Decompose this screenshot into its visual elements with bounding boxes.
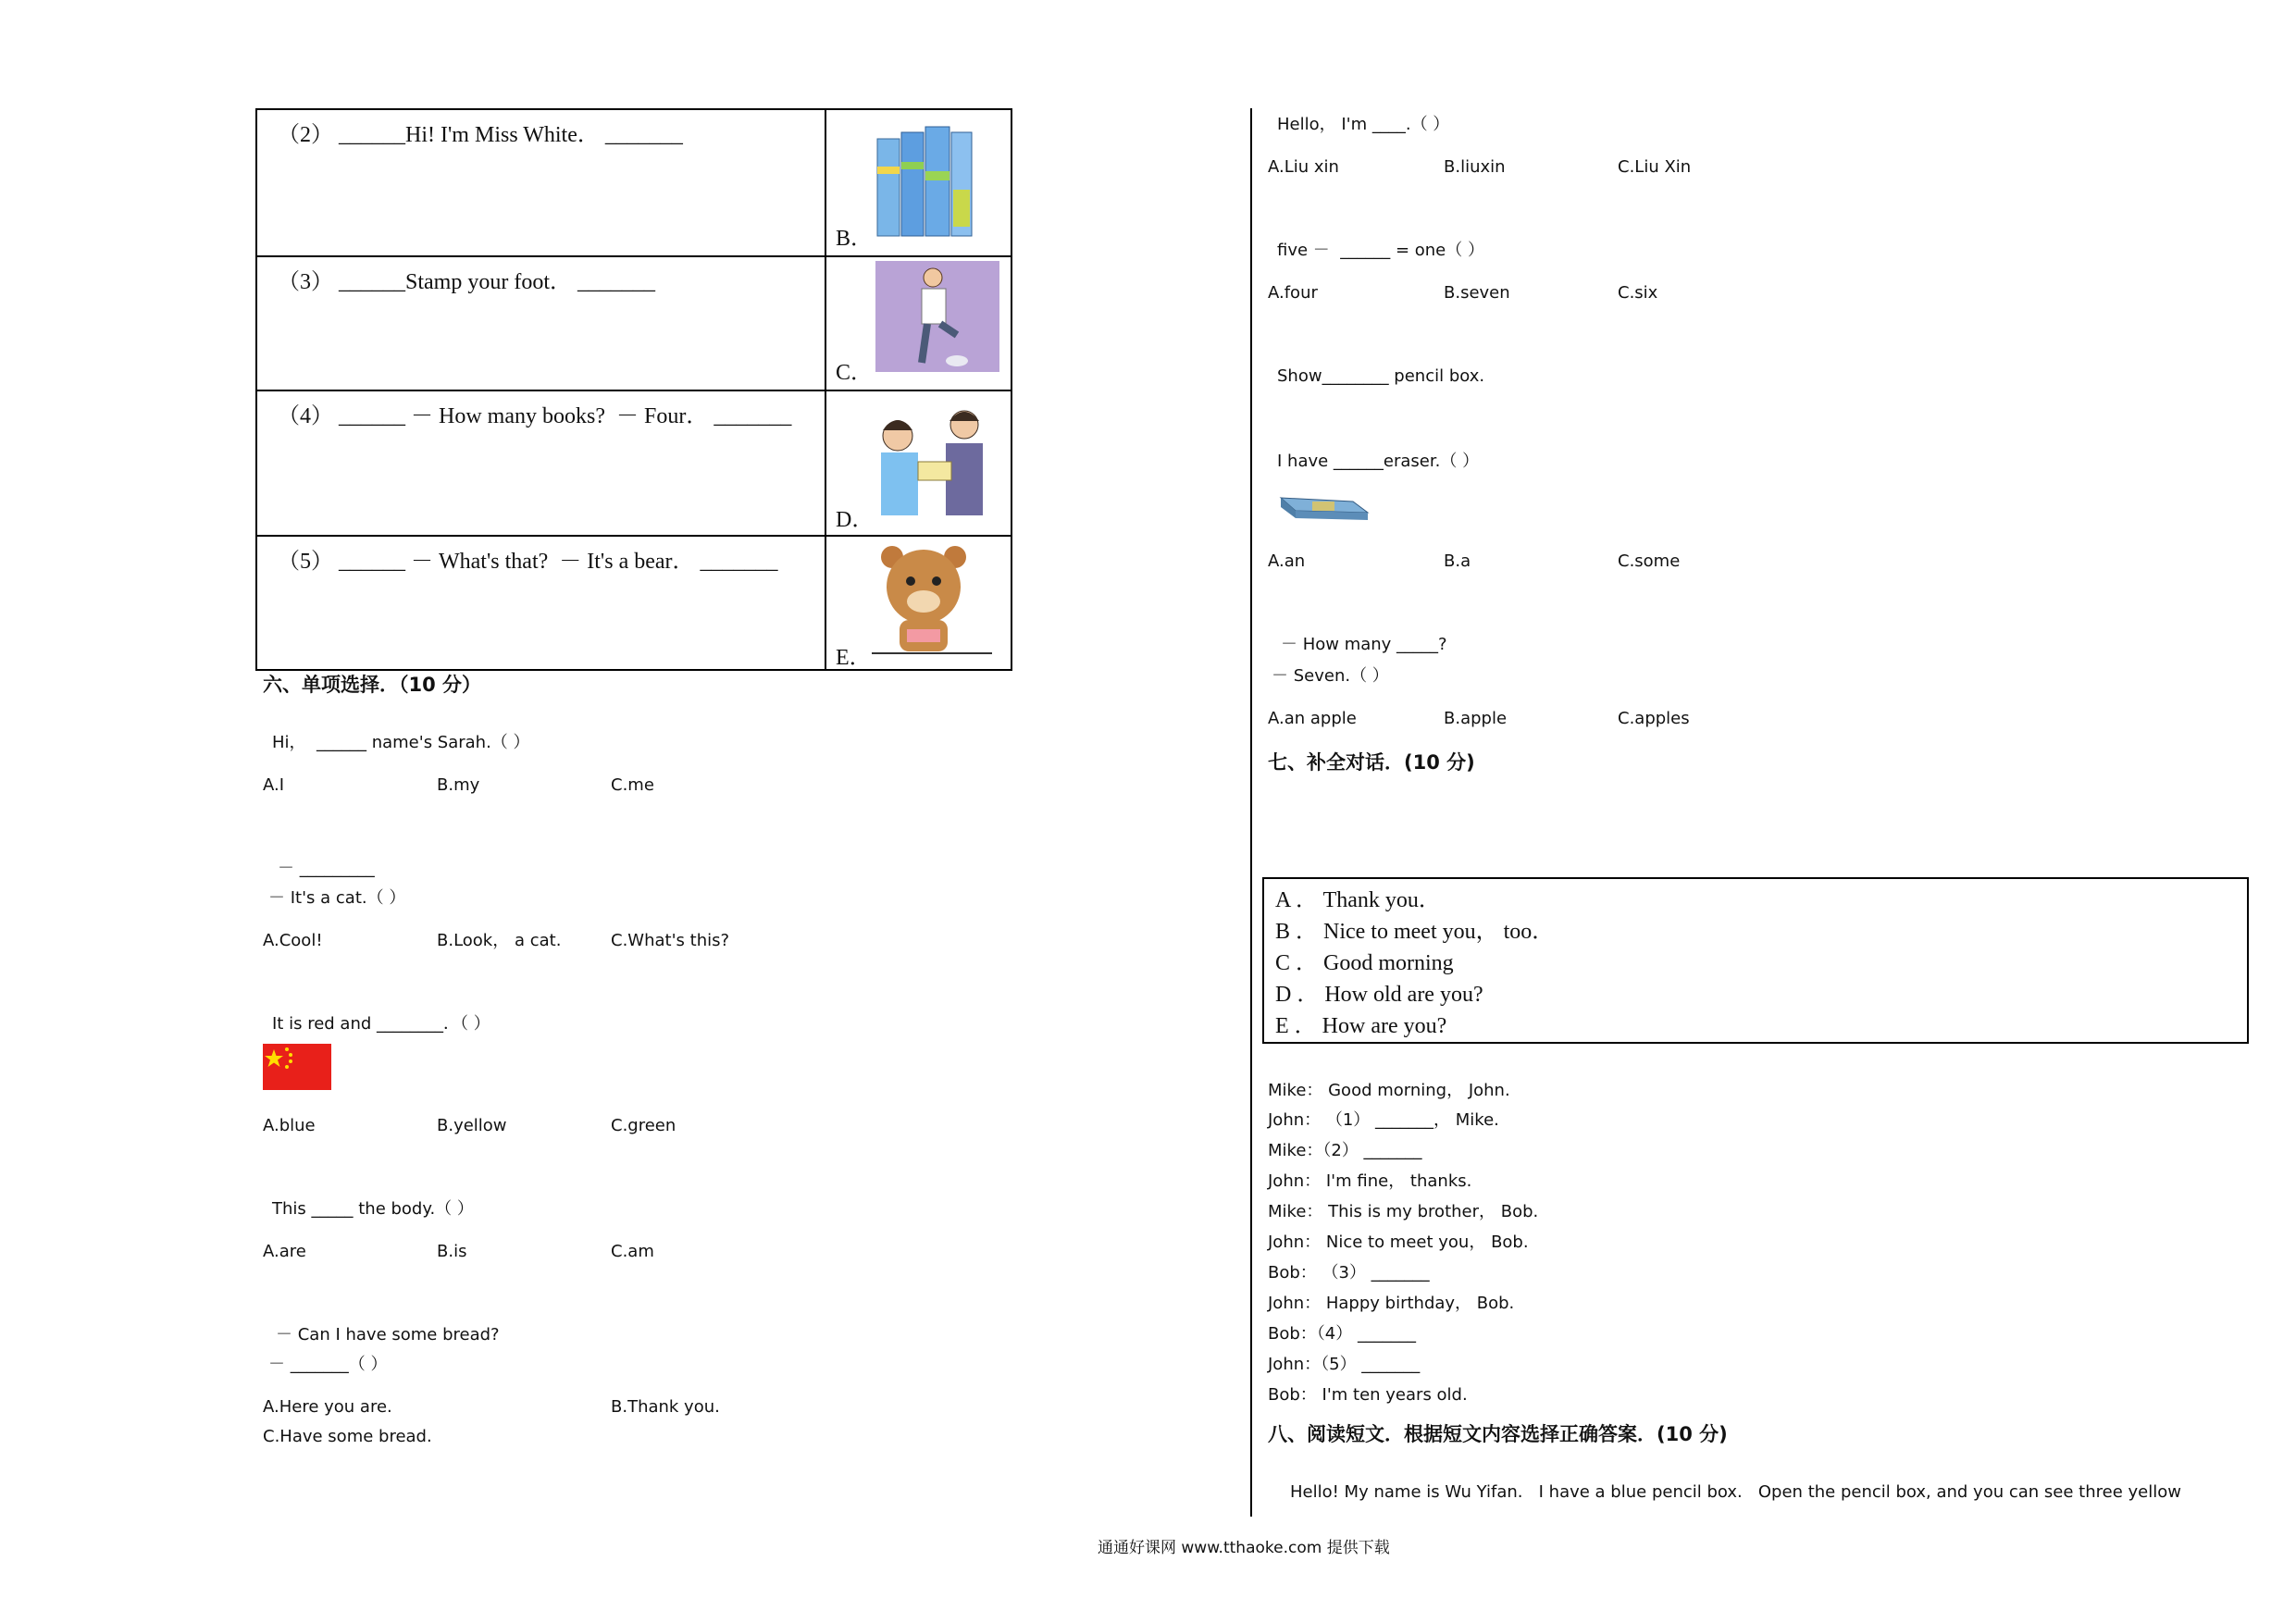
section6-heading: 六、单项选择．（10 分） — [263, 674, 482, 696]
question-stem: － Seven.（ ） — [1272, 666, 1389, 686]
books-image — [868, 116, 979, 245]
option: C.Have some bread. — [263, 1427, 432, 1446]
dialogue-line: John： Nice to meet you， Bob. — [1268, 1233, 1529, 1252]
page-footer: 通通好课网 www.tthaoke.com 提供下载 — [1098, 1539, 1390, 1557]
table-row — [257, 535, 1011, 673]
row-text: （5） ______ － What's that? － It's a bear． _______ — [278, 550, 778, 574]
section7-heading: 七、补全对话．(10 分) — [1268, 751, 1475, 774]
option: C.What's this? — [611, 931, 730, 950]
row-letter: B． — [836, 227, 874, 251]
option: B.is — [437, 1242, 467, 1261]
question-stem: Hello， I'm ____.（ ） — [1277, 115, 1450, 134]
option: A.Here you are. — [263, 1397, 392, 1417]
dialogue-line: Bob：（4） _______ — [1268, 1324, 1416, 1344]
option: C.some — [1618, 551, 1681, 571]
dialogue-line: Bob： （3） _______ — [1268, 1263, 1430, 1282]
option: C.Liu Xin — [1618, 157, 1692, 177]
row-text: （3） ______Stamp your foot． _______ — [278, 270, 655, 294]
dialogue-option: C ． Good morning — [1275, 951, 1454, 975]
option: A.four — [1268, 283, 1318, 303]
option: C.me — [611, 775, 654, 795]
option: B.my — [437, 775, 480, 795]
reading-passage: Hello! My name is Wu Yifan. I have a blue pencil box. Open the pencil box, and you can see three yellow — [1290, 1482, 2181, 1502]
question-stem: This _____ the body.（ ） — [272, 1199, 474, 1219]
option: B.seven — [1444, 283, 1510, 303]
dialogue-line: Mike： This is my brother， Bob. — [1268, 1202, 1539, 1221]
table-row — [257, 390, 1011, 535]
matching-table — [255, 108, 1012, 671]
dialogue-option: B ． Nice to meet you， too． — [1275, 920, 1555, 944]
eraser-image — [1275, 490, 1373, 524]
row-text: （2） ______Hi! I'm Miss White． _______ — [278, 123, 683, 147]
question-stem: It is red and ________．（ ） — [272, 1014, 490, 1034]
dialogue-line: Bob： I'm ten years old. — [1268, 1385, 1468, 1405]
option: A.are — [263, 1242, 306, 1261]
boy-stamping-image — [875, 261, 999, 372]
table-row — [257, 110, 1011, 255]
option: B.a — [1444, 551, 1471, 571]
option: C.apples — [1618, 709, 1690, 728]
option: B.Look， a cat. — [437, 931, 562, 950]
dialogue-line: Mike：（2） _______ — [1268, 1141, 1422, 1160]
dialogue-options-box — [1262, 877, 2249, 1044]
row-text: （4） ______ － How many books? － Four． _______ — [278, 404, 792, 428]
question-stem: － _________ — [278, 859, 375, 878]
option: C.six — [1618, 283, 1658, 303]
option: A.Cool! — [263, 931, 323, 950]
option: A.Liu xin — [1268, 157, 1339, 177]
option: B.apple — [1444, 709, 1508, 728]
option: C.am — [611, 1242, 654, 1261]
question-stem: － Can I have some bread? — [276, 1325, 500, 1344]
row-letter: D． — [836, 508, 875, 532]
two-people-image — [872, 397, 1001, 517]
option: C.green — [611, 1116, 676, 1135]
question-stem: － How many _____? — [1281, 635, 1447, 654]
option: A.an apple — [1268, 709, 1357, 728]
question-stem: Hi， ______ name's Sarah.（ ） — [272, 733, 530, 752]
question-stem: － It's a cat.（ ） — [268, 888, 406, 908]
dialogue-line: John： Happy birthday， Bob. — [1268, 1294, 1515, 1313]
dialogue-line: John：（5） _______ — [1268, 1355, 1421, 1374]
question-stem: Show________ pencil box. — [1277, 366, 1485, 386]
dialogue-option: A ． Thank you． — [1275, 888, 1441, 912]
question-stem: － _______（ ） — [268, 1355, 388, 1374]
section8-heading: 八、阅读短文．根据短文内容选择正确答案．(10 分) — [1268, 1423, 1728, 1445]
column-divider — [1250, 108, 1252, 1517]
question-stem: five － ______ = one（ ） — [1277, 241, 1484, 260]
option: B.yellow — [437, 1116, 507, 1135]
option: A.I — [263, 775, 285, 795]
bear-image — [872, 540, 992, 663]
table-row — [257, 255, 1011, 390]
row-letter: C． — [836, 361, 874, 385]
option: B.Thank you. — [611, 1397, 720, 1417]
dialogue-line: John： I'm fine， thanks. — [1268, 1171, 1472, 1191]
dialogue-line: John： （1） _______， Mike. — [1268, 1110, 1499, 1130]
dialogue-option: D ． How old are you? — [1275, 983, 1483, 1007]
dialogue-option: E ． How are you? — [1275, 1014, 1447, 1038]
row-letter: E． — [836, 646, 872, 670]
option: A.blue — [263, 1116, 316, 1135]
dialogue-line: Mike： Good morning， John. — [1268, 1081, 1510, 1100]
option: A.an — [1268, 551, 1306, 571]
option: B.liuxin — [1444, 157, 1506, 177]
question-stem: I have ______eraser.（ ） — [1277, 452, 1480, 471]
chinese-flag-image — [263, 1044, 331, 1090]
